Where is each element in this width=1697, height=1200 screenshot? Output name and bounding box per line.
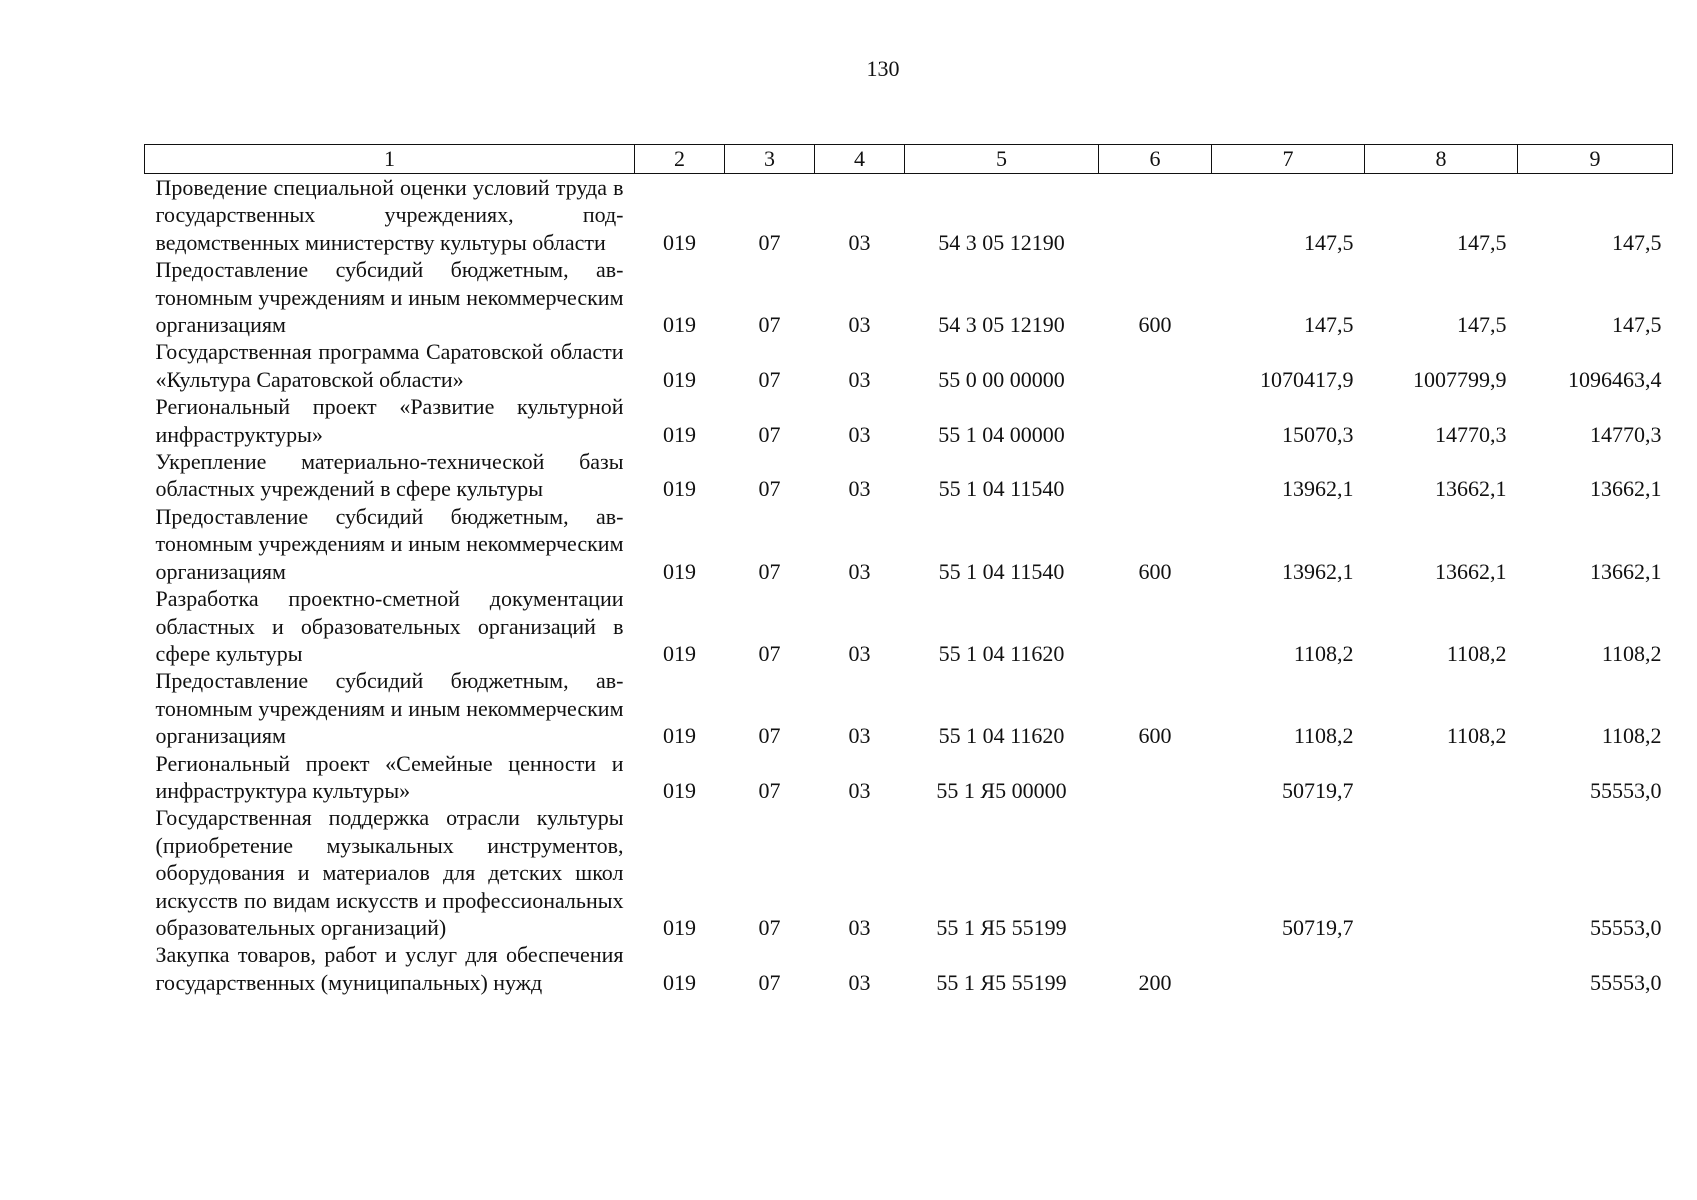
row-name: Укрепление материально-технической базы областных учреждений в сфере культуры xyxy=(155,449,624,502)
budget-table xyxy=(144,144,1673,996)
expense-type-code xyxy=(1099,338,1212,393)
row-name: Предоставление субсидий бюджетным, автономным учреждениям и иным некоммерческим организациям xyxy=(155,257,624,338)
section-code: 07 xyxy=(758,640,781,666)
subsection-code: 03 xyxy=(848,723,871,749)
amount-year-2 xyxy=(1365,804,1518,941)
ministry-code: 019 xyxy=(663,558,696,584)
subsection-code: 03 xyxy=(848,777,871,803)
row-name: Закупка товаров, работ и услуг для обеспечения государственных (муниципальных) нужд xyxy=(155,942,624,995)
table-row xyxy=(145,338,1673,393)
table-row xyxy=(145,174,1673,257)
amount-year-1: 147,5 xyxy=(1304,229,1354,255)
target-article-code: 55 1 04 11540 xyxy=(938,476,1065,502)
amount-year-1: 147,5 xyxy=(1304,312,1354,338)
table-row xyxy=(145,941,1673,996)
ministry-code: 019 xyxy=(663,969,696,995)
table-row xyxy=(145,750,1673,805)
column-header: 7 xyxy=(1212,145,1365,174)
section-code: 07 xyxy=(758,421,781,447)
section-code: 07 xyxy=(758,723,781,749)
amount-year-1: 1108,2 xyxy=(1293,640,1354,666)
amount-year-3: 1108,2 xyxy=(1601,640,1662,666)
amount-year-1: 15070,3 xyxy=(1282,421,1354,447)
column-header: 9 xyxy=(1518,145,1673,174)
table-row xyxy=(145,393,1673,448)
target-article-code: 55 1 Я5 55199 xyxy=(936,969,1067,995)
subsection-code: 03 xyxy=(848,421,871,447)
amount-year-3: 1108,2 xyxy=(1601,723,1662,749)
ministry-code: 019 xyxy=(663,229,696,255)
expense-type-code: 200 xyxy=(1138,969,1172,995)
row-name: Проведение специальной оценки условий труда в государственных учреждениях, подведомственных министерству культуры области xyxy=(155,175,624,255)
ministry-code: 019 xyxy=(663,366,696,392)
subsection-code: 03 xyxy=(848,969,871,995)
subsection-code: 03 xyxy=(848,366,871,392)
amount-year-1: 50719,7 xyxy=(1282,777,1354,803)
page-number: 130 xyxy=(866,56,900,81)
amount-year-3: 147,5 xyxy=(1612,312,1662,338)
amount-year-2: 147,5 xyxy=(1457,312,1507,338)
section-code: 07 xyxy=(758,777,781,803)
section-code: 07 xyxy=(758,914,781,940)
ministry-code: 019 xyxy=(663,777,696,803)
table-row xyxy=(145,667,1673,749)
table-body xyxy=(145,174,1673,997)
section-code: 07 xyxy=(758,366,781,392)
amount-year-3: 147,5 xyxy=(1612,229,1662,255)
column-header: 2 xyxy=(635,145,725,174)
amount-year-1: 13962,1 xyxy=(1282,558,1354,584)
amount-year-1: 13962,1 xyxy=(1282,476,1354,502)
expense-type-code: 600 xyxy=(1138,312,1172,338)
table-row xyxy=(145,503,1673,585)
target-article-code: 55 1 Я5 00000 xyxy=(936,777,1067,803)
amount-year-2: 13662,1 xyxy=(1435,558,1507,584)
section-code: 07 xyxy=(758,476,781,502)
amount-year-2: 1108,2 xyxy=(1446,640,1507,666)
subsection-code: 03 xyxy=(848,558,871,584)
expense-type-code: 600 xyxy=(1138,723,1172,749)
subsection-code: 03 xyxy=(848,312,871,338)
column-header: 3 xyxy=(725,145,815,174)
column-header: 4 xyxy=(815,145,905,174)
amount-year-3: 55553,0 xyxy=(1590,914,1662,940)
expense-type-code xyxy=(1099,393,1212,448)
amount-year-3: 55553,0 xyxy=(1590,777,1662,803)
amount-year-3: 55553,0 xyxy=(1590,969,1662,995)
target-article-code: 55 0 00 00000 xyxy=(938,366,1065,392)
expense-type-code xyxy=(1099,448,1212,503)
row-name: Предоставление субсидий бюджетным, автономным учреждениям и иным некоммерческим организациям xyxy=(155,668,624,749)
table-row xyxy=(145,585,1673,667)
subsection-code: 03 xyxy=(848,914,871,940)
row-name: Региональный проект «Развитие культурной инфраструктуры» xyxy=(155,394,624,447)
row-name: Государственная программа Саратовской области «Культура Саратовской области» xyxy=(155,339,624,392)
ministry-code: 019 xyxy=(663,312,696,338)
amount-year-2: 1108,2 xyxy=(1446,723,1507,749)
subsection-code: 03 xyxy=(848,476,871,502)
expense-type-code xyxy=(1099,174,1212,257)
table-row xyxy=(145,448,1673,503)
column-header: 8 xyxy=(1365,145,1518,174)
target-article-code: 55 1 04 00000 xyxy=(938,421,1065,447)
amount-year-2 xyxy=(1365,941,1518,996)
ministry-code: 019 xyxy=(663,640,696,666)
ministry-code: 019 xyxy=(663,421,696,447)
target-article-code: 54 3 05 12190 xyxy=(938,312,1065,338)
section-code: 07 xyxy=(758,558,781,584)
target-article-code: 55 1 04 11540 xyxy=(938,558,1065,584)
ministry-code: 019 xyxy=(663,476,696,502)
target-article-code: 54 3 05 12190 xyxy=(938,229,1065,255)
row-name: Предоставление субсидий бюджетным, автономным учреждениям и иным некоммерческим организациям xyxy=(155,503,624,584)
row-name: Разработка проектно-сметной документации областных и образовательных организаций в сфере культуры xyxy=(155,586,624,666)
target-article-code: 55 1 04 11620 xyxy=(938,723,1065,749)
table-row xyxy=(145,804,1673,941)
expense-type-code xyxy=(1099,804,1212,941)
amount-year-2: 13662,1 xyxy=(1435,476,1507,502)
amount-year-3: 13662,1 xyxy=(1590,476,1662,502)
amount-year-3: 13662,1 xyxy=(1590,558,1662,584)
amount-year-1: 1070417,9 xyxy=(1260,366,1354,392)
amount-year-2: 14770,3 xyxy=(1435,421,1507,447)
amount-year-1: 50719,7 xyxy=(1282,914,1354,940)
target-article-code: 55 1 Я5 55199 xyxy=(936,914,1067,940)
amount-year-2: 147,5 xyxy=(1457,229,1507,255)
section-code: 07 xyxy=(758,312,781,338)
ministry-code: 019 xyxy=(663,914,696,940)
subsection-code: 03 xyxy=(848,640,871,666)
column-header: 6 xyxy=(1099,145,1212,174)
section-code: 07 xyxy=(758,969,781,995)
amount-year-3: 1096463,4 xyxy=(1568,366,1662,392)
row-name: Региональный проект «Семейные ценности и инфраструктура культуры» xyxy=(155,750,624,803)
amount-year-1 xyxy=(1212,941,1365,996)
row-name: Государственная поддержка отрасли культуры (приобретение музыкальных инструментов, оборудования и материалов для детских школ искусств по видам искусств и профессиональных образовательных организаций) xyxy=(155,805,624,940)
section-code: 07 xyxy=(758,229,781,255)
table-row xyxy=(145,256,1673,338)
subsection-code: 03 xyxy=(848,229,871,255)
column-header: 5 xyxy=(905,145,1099,174)
expense-type-code xyxy=(1099,750,1212,805)
column-header: 1 xyxy=(145,145,635,174)
ministry-code: 019 xyxy=(663,723,696,749)
amount-year-2 xyxy=(1365,750,1518,805)
amount-year-1: 1108,2 xyxy=(1293,723,1354,749)
header-row xyxy=(145,145,1673,174)
expense-type-code: 600 xyxy=(1138,558,1172,584)
expense-type-code xyxy=(1099,585,1212,667)
target-article-code: 55 1 04 11620 xyxy=(938,640,1065,666)
amount-year-2: 1007799,9 xyxy=(1413,366,1507,392)
amount-year-3: 14770,3 xyxy=(1590,421,1662,447)
